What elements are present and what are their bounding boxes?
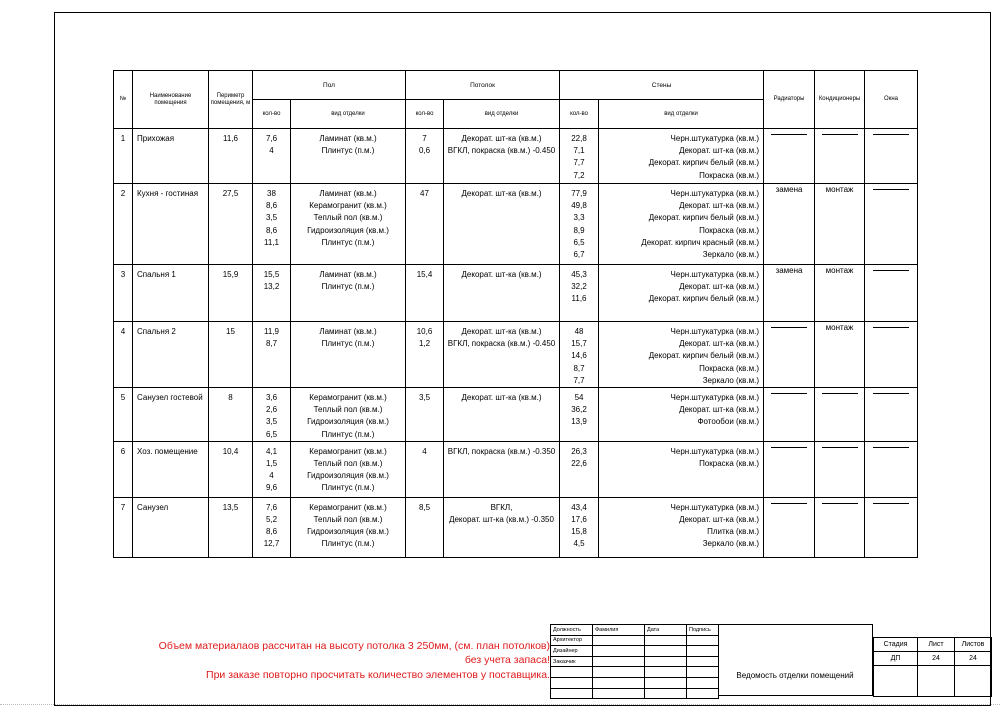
- room-number: 2: [114, 184, 133, 265]
- floor-qty-line: 5,2: [265, 515, 278, 525]
- room-name: Санузел гостевой: [133, 388, 209, 442]
- ceiling-qty-line: 47: [420, 189, 429, 198]
- stamp-surname-label: Фамилия: [593, 625, 645, 636]
- room-perimeter: 27,5: [209, 184, 253, 265]
- floor-finish: [291, 497, 406, 557]
- sheets-value: 24: [955, 651, 992, 665]
- walls-finish: [599, 388, 764, 442]
- walls-qty-line: 49,8: [571, 201, 587, 211]
- walls-qty-line: 6,5: [573, 237, 585, 247]
- walls-finish-line: Черн.штукатурка (кв.м.): [670, 502, 760, 512]
- floor-finish-line: Ламинат (кв.м.): [319, 189, 377, 198]
- ceiling-qty-line: 8,5: [418, 502, 431, 512]
- ceiling-qty-line: 0,6: [418, 146, 431, 156]
- finishing-schedule-table: [113, 70, 918, 558]
- walls-finish: [599, 129, 764, 184]
- walls-qty: [560, 129, 599, 184]
- floor-finish: [291, 184, 406, 265]
- walls-finish-line: Декорат. шт-ка (кв.м.): [679, 405, 760, 415]
- room-name: Хоз. помещение: [133, 441, 209, 497]
- floor-finish-line: Теплый пол (кв.м.): [313, 459, 383, 469]
- title-block-sheet-info: [873, 624, 992, 697]
- walls-qty-line: 48: [574, 327, 584, 336]
- walls-qty-line: 7,1: [573, 146, 585, 156]
- ceiling-qty: [406, 441, 444, 497]
- ceiling-finish-line: ВГКЛ, покраска (кв.м.) -0.450: [447, 339, 556, 349]
- walls-qty-line: 6,7: [573, 250, 585, 260]
- page-edge-line: [0, 704, 1000, 705]
- sheet-value: 24: [918, 651, 955, 665]
- walls-finish-line: Декорат. шт-ка (кв.м.): [679, 201, 760, 211]
- floor-finish-line: Керамогранит (кв.м.): [309, 502, 387, 512]
- ceiling-qty: [406, 497, 444, 557]
- floor-finish-line: Теплый пол (кв.м.): [313, 515, 383, 525]
- walls-qty: [560, 322, 599, 388]
- walls-finish-line: Декорат. шт-ка (кв.м.): [679, 282, 760, 292]
- empty-dash: [822, 503, 858, 504]
- conditioners-cell: [815, 497, 865, 557]
- walls-qty-line: 36,2: [571, 405, 587, 415]
- header-conditioners: Кондиционеры: [815, 71, 865, 129]
- floor-qty-line: 13,2: [263, 282, 280, 292]
- conditioners-cell-value: монтаж: [825, 185, 854, 194]
- room-name: Санузел: [133, 497, 209, 557]
- empty-dash: [873, 447, 909, 448]
- ceiling-qty: [406, 388, 444, 442]
- conditioners-cell: [815, 388, 865, 442]
- room-number: 4: [114, 322, 133, 388]
- ceiling-finish: [444, 129, 560, 184]
- header-floor: Пол: [253, 71, 406, 100]
- floor-qty-line: 3,6: [265, 393, 278, 403]
- radiators-cell-value: замена: [775, 185, 803, 194]
- floor-finish-line: Теплый пол (кв.м.): [313, 213, 383, 223]
- floor-qty-line: 15,5: [263, 270, 280, 279]
- room-name: Спальня 2: [133, 322, 209, 388]
- sheet-title: Ведомость отделки помещений: [736, 671, 854, 680]
- floor-qty-line: 2,6: [265, 405, 278, 415]
- table-row: [114, 322, 918, 388]
- stamp-architect-label: Архитектор: [551, 635, 593, 646]
- empty-dash: [873, 327, 909, 328]
- ceiling-finish-line: Декорат. шт-ка (кв.м.): [461, 134, 542, 143]
- floor-qty-line: 11,1: [264, 237, 279, 247]
- header-ceiling-qty: кол-во: [406, 100, 444, 129]
- walls-qty-line: 8,9: [573, 225, 585, 235]
- walls-finish-line: Черн.штукатурка (кв.м.): [670, 446, 760, 456]
- conditioners-cell: [815, 265, 865, 322]
- floor-finish-line: Ламинат (кв.м.): [319, 270, 377, 279]
- walls-finish-line: Фотообои (кв.м.): [697, 417, 760, 427]
- floor-finish: [291, 388, 406, 442]
- walls-finish-line: Черн.штукатурка (кв.м.): [670, 327, 760, 336]
- walls-finish-line: Зеркало (кв.м.): [702, 539, 760, 549]
- conditioners-cell-value: монтаж: [825, 323, 854, 332]
- walls-qty-line: 8,7: [573, 363, 585, 373]
- ceiling-qty: [406, 265, 444, 322]
- floor-qty: [253, 265, 291, 322]
- floor-finish-line: Плинтус (п.м.): [321, 483, 375, 493]
- walls-qty: [560, 388, 599, 442]
- header-walls-qty: кол-во: [560, 100, 599, 129]
- empty-dash: [771, 503, 807, 504]
- floor-qty-line: 7,6: [265, 134, 278, 143]
- floor-qty-line: 12,7: [263, 539, 280, 549]
- floor-qty: [253, 184, 291, 265]
- conditioners-cell: [815, 322, 865, 388]
- radiators-cell-value: замена: [775, 266, 803, 275]
- floor-qty: [253, 322, 291, 388]
- walls-qty-line: 14,6: [571, 351, 587, 361]
- windows-cell: [865, 388, 918, 442]
- room-name: Спальня 1: [133, 265, 209, 322]
- empty-dash: [771, 134, 807, 135]
- radiators-cell: [764, 265, 815, 322]
- floor-qty-line: 4: [269, 146, 274, 156]
- walls-finish: [599, 322, 764, 388]
- floor-finish-line: Гидроизоляция (кв.м.): [307, 417, 389, 427]
- room-name: Кухня - гостиная: [133, 184, 209, 265]
- table-row: [114, 497, 918, 557]
- floor-finish-line: Гидроизоляция (кв.м.): [307, 471, 389, 481]
- floor-qty-line: 8,6: [265, 201, 278, 211]
- walls-finish-line: Декорат. кирпич белый (кв.м.): [648, 294, 760, 304]
- header-ceiling: Потолок: [406, 71, 560, 100]
- empty-dash: [771, 447, 807, 448]
- walls-qty-line: 32,2: [571, 282, 587, 292]
- walls-qty-line: 43,4: [571, 502, 587, 512]
- ceiling-finish: [444, 184, 560, 265]
- header-perimeter: Периметр помещения, м: [209, 71, 253, 129]
- ceiling-qty-line: 15,4: [416, 270, 433, 279]
- walls-finish-line: Декорат. шт-ка (кв.м.): [679, 339, 760, 349]
- header-floor-finish: вид отделки: [291, 100, 406, 129]
- walls-qty-line: 11,6: [571, 294, 587, 304]
- room-perimeter: 10,4: [209, 441, 253, 497]
- floor-qty-line: 11,9: [264, 327, 279, 336]
- table-row: [114, 441, 918, 497]
- walls-qty-line: 3,3: [573, 213, 585, 223]
- walls-finish-line: Плитка (кв.м.): [707, 527, 760, 537]
- ceiling-qty-line: 1,2: [418, 339, 431, 349]
- ceiling-finish-line: ВГКЛ, покраска (кв.м.) -0.450: [447, 146, 556, 156]
- floor-qty-line: 6,5: [265, 429, 278, 439]
- windows-cell: [865, 441, 918, 497]
- radiators-cell: [764, 322, 815, 388]
- room-number: 7: [114, 497, 133, 557]
- walls-qty-line: 7,7: [573, 158, 585, 168]
- floor-qty-line: 8,7: [265, 339, 278, 349]
- empty-dash: [771, 327, 807, 328]
- windows-cell: [865, 129, 918, 184]
- floor-qty-line: 9,6: [265, 483, 278, 493]
- floor-qty-line: 4: [269, 471, 274, 481]
- floor-finish-line: Ламинат (кв.м.): [319, 327, 377, 336]
- floor-finish: [291, 129, 406, 184]
- floor-qty-line: 8,6: [265, 527, 278, 537]
- windows-cell: [865, 497, 918, 557]
- floor-finish-line: Гидроизоляция (кв.м.): [307, 225, 389, 235]
- radiators-cell: [764, 184, 815, 265]
- stamp-client-label: Заказчик: [551, 656, 593, 667]
- walls-finish-line: Черн.штукатурка (кв.м.): [670, 270, 760, 279]
- walls-qty: [560, 265, 599, 322]
- stage-value: ДП: [874, 651, 918, 665]
- room-name: Прихожая: [133, 129, 209, 184]
- room-number: 5: [114, 388, 133, 442]
- floor-qty-line: 8,6: [265, 225, 278, 235]
- table-row: [114, 184, 918, 265]
- walls-finish-line: Декорат. кирпич красный (кв.м.): [641, 237, 760, 247]
- room-perimeter: 13,5: [209, 497, 253, 557]
- header-name: Наименование помещения: [133, 71, 209, 129]
- ceiling-qty: [406, 322, 444, 388]
- table-row: [114, 265, 918, 322]
- header-walls-finish: вид отделки: [599, 100, 764, 129]
- walls-finish-line: Черн.штукатурка (кв.м.): [670, 189, 760, 198]
- floor-finish-line: Керамогранит (кв.м.): [309, 201, 387, 211]
- room-number: 3: [114, 265, 133, 322]
- ceiling-finish: [444, 497, 560, 557]
- walls-qty: [560, 497, 599, 557]
- header-windows: Окна: [865, 71, 918, 129]
- conditioners-cell: [815, 129, 865, 184]
- floor-finish: [291, 441, 406, 497]
- walls-qty-line: 7,7: [573, 375, 585, 385]
- empty-dash: [873, 503, 909, 504]
- walls-qty-line: 15,7: [571, 339, 587, 349]
- floor-qty: [253, 441, 291, 497]
- ceiling-finish-line: ВГКЛ, покраска (кв.м.) -0.350: [447, 446, 556, 456]
- conditioners-cell: [815, 184, 865, 265]
- ceiling-finish-line: Декорат. шт-ка (кв.м.): [461, 189, 542, 198]
- floor-finish-line: Гидроизоляция (кв.м.): [307, 527, 389, 537]
- empty-dash: [771, 393, 807, 394]
- ceiling-qty: [406, 184, 444, 265]
- stamp-position-label: Должность: [551, 625, 593, 636]
- walls-qty-line: 4,5: [573, 539, 585, 549]
- ceiling-finish: [444, 265, 560, 322]
- ceiling-finish-line: ВГКЛ,: [490, 502, 513, 512]
- walls-qty-line: 22,6: [571, 459, 587, 469]
- room-perimeter: 8: [209, 388, 253, 442]
- stamp-signature-label: Подпись: [687, 625, 719, 636]
- walls-finish: [599, 265, 764, 322]
- windows-cell: [865, 184, 918, 265]
- conditioners-cell: [815, 441, 865, 497]
- walls-qty-line: 15,8: [571, 527, 587, 537]
- walls-finish-line: Декорат. шт-ка (кв.м.): [679, 515, 760, 525]
- radiators-cell: [764, 497, 815, 557]
- room-perimeter: 15,9: [209, 265, 253, 322]
- ceiling-qty-line: 7: [422, 134, 427, 143]
- empty-dash: [873, 189, 909, 190]
- walls-finish-line: Покраска (кв.м.): [699, 363, 760, 373]
- note-line: без учета запаса!: [464, 654, 550, 667]
- note-line: Объем материалаов рассчитан на высоту потолка 3 250мм, (см. план потолков): [158, 640, 550, 652]
- walls-finish-line: Покраска (кв.м.): [699, 170, 760, 180]
- ceiling-qty-line: 10,6: [416, 327, 433, 336]
- walls-finish-line: Декорат. шт-ка (кв.м.): [679, 146, 760, 156]
- walls-finish: [599, 497, 764, 557]
- room-number: 1: [114, 129, 133, 184]
- walls-finish-line: Черн.штукатурка (кв.м.): [670, 134, 760, 143]
- floor-qty: [253, 388, 291, 442]
- room-perimeter: 11,6: [209, 129, 253, 184]
- header-num: №: [114, 71, 133, 129]
- walls-finish-line: Покраска (кв.м.): [699, 225, 760, 235]
- floor-finish-line: Плинтус (п.м.): [321, 282, 375, 292]
- walls-qty-line: 22,8: [571, 134, 587, 143]
- floor-finish-line: Плинтус (п.м.): [321, 539, 375, 549]
- floor-finish-line: Плинтус (п.м.): [321, 339, 375, 349]
- sheet-label: Лист: [918, 637, 955, 651]
- walls-qty: [560, 184, 599, 265]
- windows-cell: [865, 322, 918, 388]
- ceiling-qty-line: 4: [422, 446, 427, 456]
- floor-qty-line: 3,5: [265, 213, 278, 223]
- walls-finish-line: Декорат. кирпич белый (кв.м.): [648, 158, 760, 168]
- floor-qty-line: 7,6: [265, 502, 278, 512]
- ceiling-finish: [444, 441, 560, 497]
- ceiling-finish-line: Декорат. шт-ка (кв.м.): [461, 270, 542, 279]
- empty-dash: [822, 393, 858, 394]
- walls-qty-line: 17,6: [571, 515, 587, 525]
- walls-finish-line: Зеркало (кв.м.): [702, 375, 760, 385]
- walls-qty-line: 7,2: [573, 170, 585, 180]
- ceiling-finish-line: Декорат. шт-ка (кв.м.) -0.350: [449, 515, 554, 525]
- floor-finish-line: Теплый пол (кв.м.): [313, 405, 383, 415]
- ceiling-qty: [406, 129, 444, 184]
- floor-qty-line: 4,1: [265, 446, 278, 456]
- room-perimeter: 15: [209, 322, 253, 388]
- sheets-label: Листов: [955, 637, 992, 651]
- radiators-cell: [764, 441, 815, 497]
- stamp-designer-label: Дизайнер: [551, 646, 593, 657]
- walls-finish-line: Черн.штукатурка (кв.м.): [670, 393, 760, 403]
- warning-note: [150, 639, 550, 682]
- windows-cell: [865, 265, 918, 322]
- empty-dash: [873, 134, 909, 135]
- note-line: При заказе повторно просчитать количество элементов у поставщика.: [206, 668, 550, 681]
- floor-finish-line: Керамогранит (кв.м.): [309, 446, 387, 456]
- walls-qty-line: 54: [574, 393, 584, 403]
- stamp-date-label: Дата: [645, 625, 687, 636]
- walls-qty-line: 77,9: [571, 189, 587, 198]
- walls-qty: [560, 441, 599, 497]
- table-row: [114, 388, 918, 442]
- walls-finish-line: Покраска (кв.м.): [699, 459, 760, 469]
- floor-finish-line: Ламинат (кв.м.): [319, 134, 377, 143]
- walls-qty-line: 45,3: [571, 270, 587, 279]
- empty-dash: [822, 134, 858, 135]
- header-walls: Стены: [560, 71, 764, 100]
- floor-finish-line: Плинтус (п.м.): [321, 429, 375, 439]
- radiators-cell: [764, 129, 815, 184]
- floor-finish-line: Плинтус (п.м.): [321, 146, 375, 156]
- table-row: [114, 129, 918, 184]
- ceiling-finish-line: Декорат. шт-ка (кв.м.): [461, 393, 542, 403]
- empty-dash: [873, 270, 909, 271]
- walls-finish-line: Декорат. кирпич белый (кв.м.): [648, 351, 760, 361]
- header-ceiling-finish: вид отделки: [444, 100, 560, 129]
- header-radiators: Радиаторы: [764, 71, 815, 129]
- floor-qty: [253, 497, 291, 557]
- floor-qty: [253, 129, 291, 184]
- ceiling-qty-line: 3,5: [418, 393, 431, 403]
- room-number: 6: [114, 441, 133, 497]
- title-block-name-box: [718, 624, 873, 696]
- walls-finish: [599, 441, 764, 497]
- floor-finish-line: Керамогранит (кв.м.): [309, 393, 387, 403]
- walls-finish-line: Зеркало (кв.м.): [702, 250, 760, 260]
- floor-finish-line: Плинтус (п.м.): [321, 237, 375, 247]
- floor-qty-line: 1,5: [265, 459, 278, 469]
- radiators-cell: [764, 388, 815, 442]
- ceiling-finish: [444, 322, 560, 388]
- walls-qty-line: 13,9: [571, 417, 587, 427]
- walls-finish: [599, 184, 764, 265]
- walls-qty-line: 26,3: [571, 446, 587, 456]
- empty-dash: [822, 447, 858, 448]
- header-floor-qty: кол-во: [253, 100, 291, 129]
- ceiling-finish: [444, 388, 560, 442]
- ceiling-finish-line: Декорат. шт-ка (кв.м.): [461, 327, 542, 336]
- floor-qty-line: 38: [267, 189, 276, 198]
- walls-finish-line: Декорат. кирпич белый (кв.м.): [648, 213, 760, 223]
- conditioners-cell-value: монтаж: [825, 266, 854, 275]
- floor-finish: [291, 322, 406, 388]
- floor-qty-line: 3,5: [265, 417, 278, 427]
- floor-finish: [291, 265, 406, 322]
- title-block-signatures: [550, 624, 719, 699]
- stage-label: Стадия: [874, 637, 918, 651]
- empty-dash: [873, 393, 909, 394]
